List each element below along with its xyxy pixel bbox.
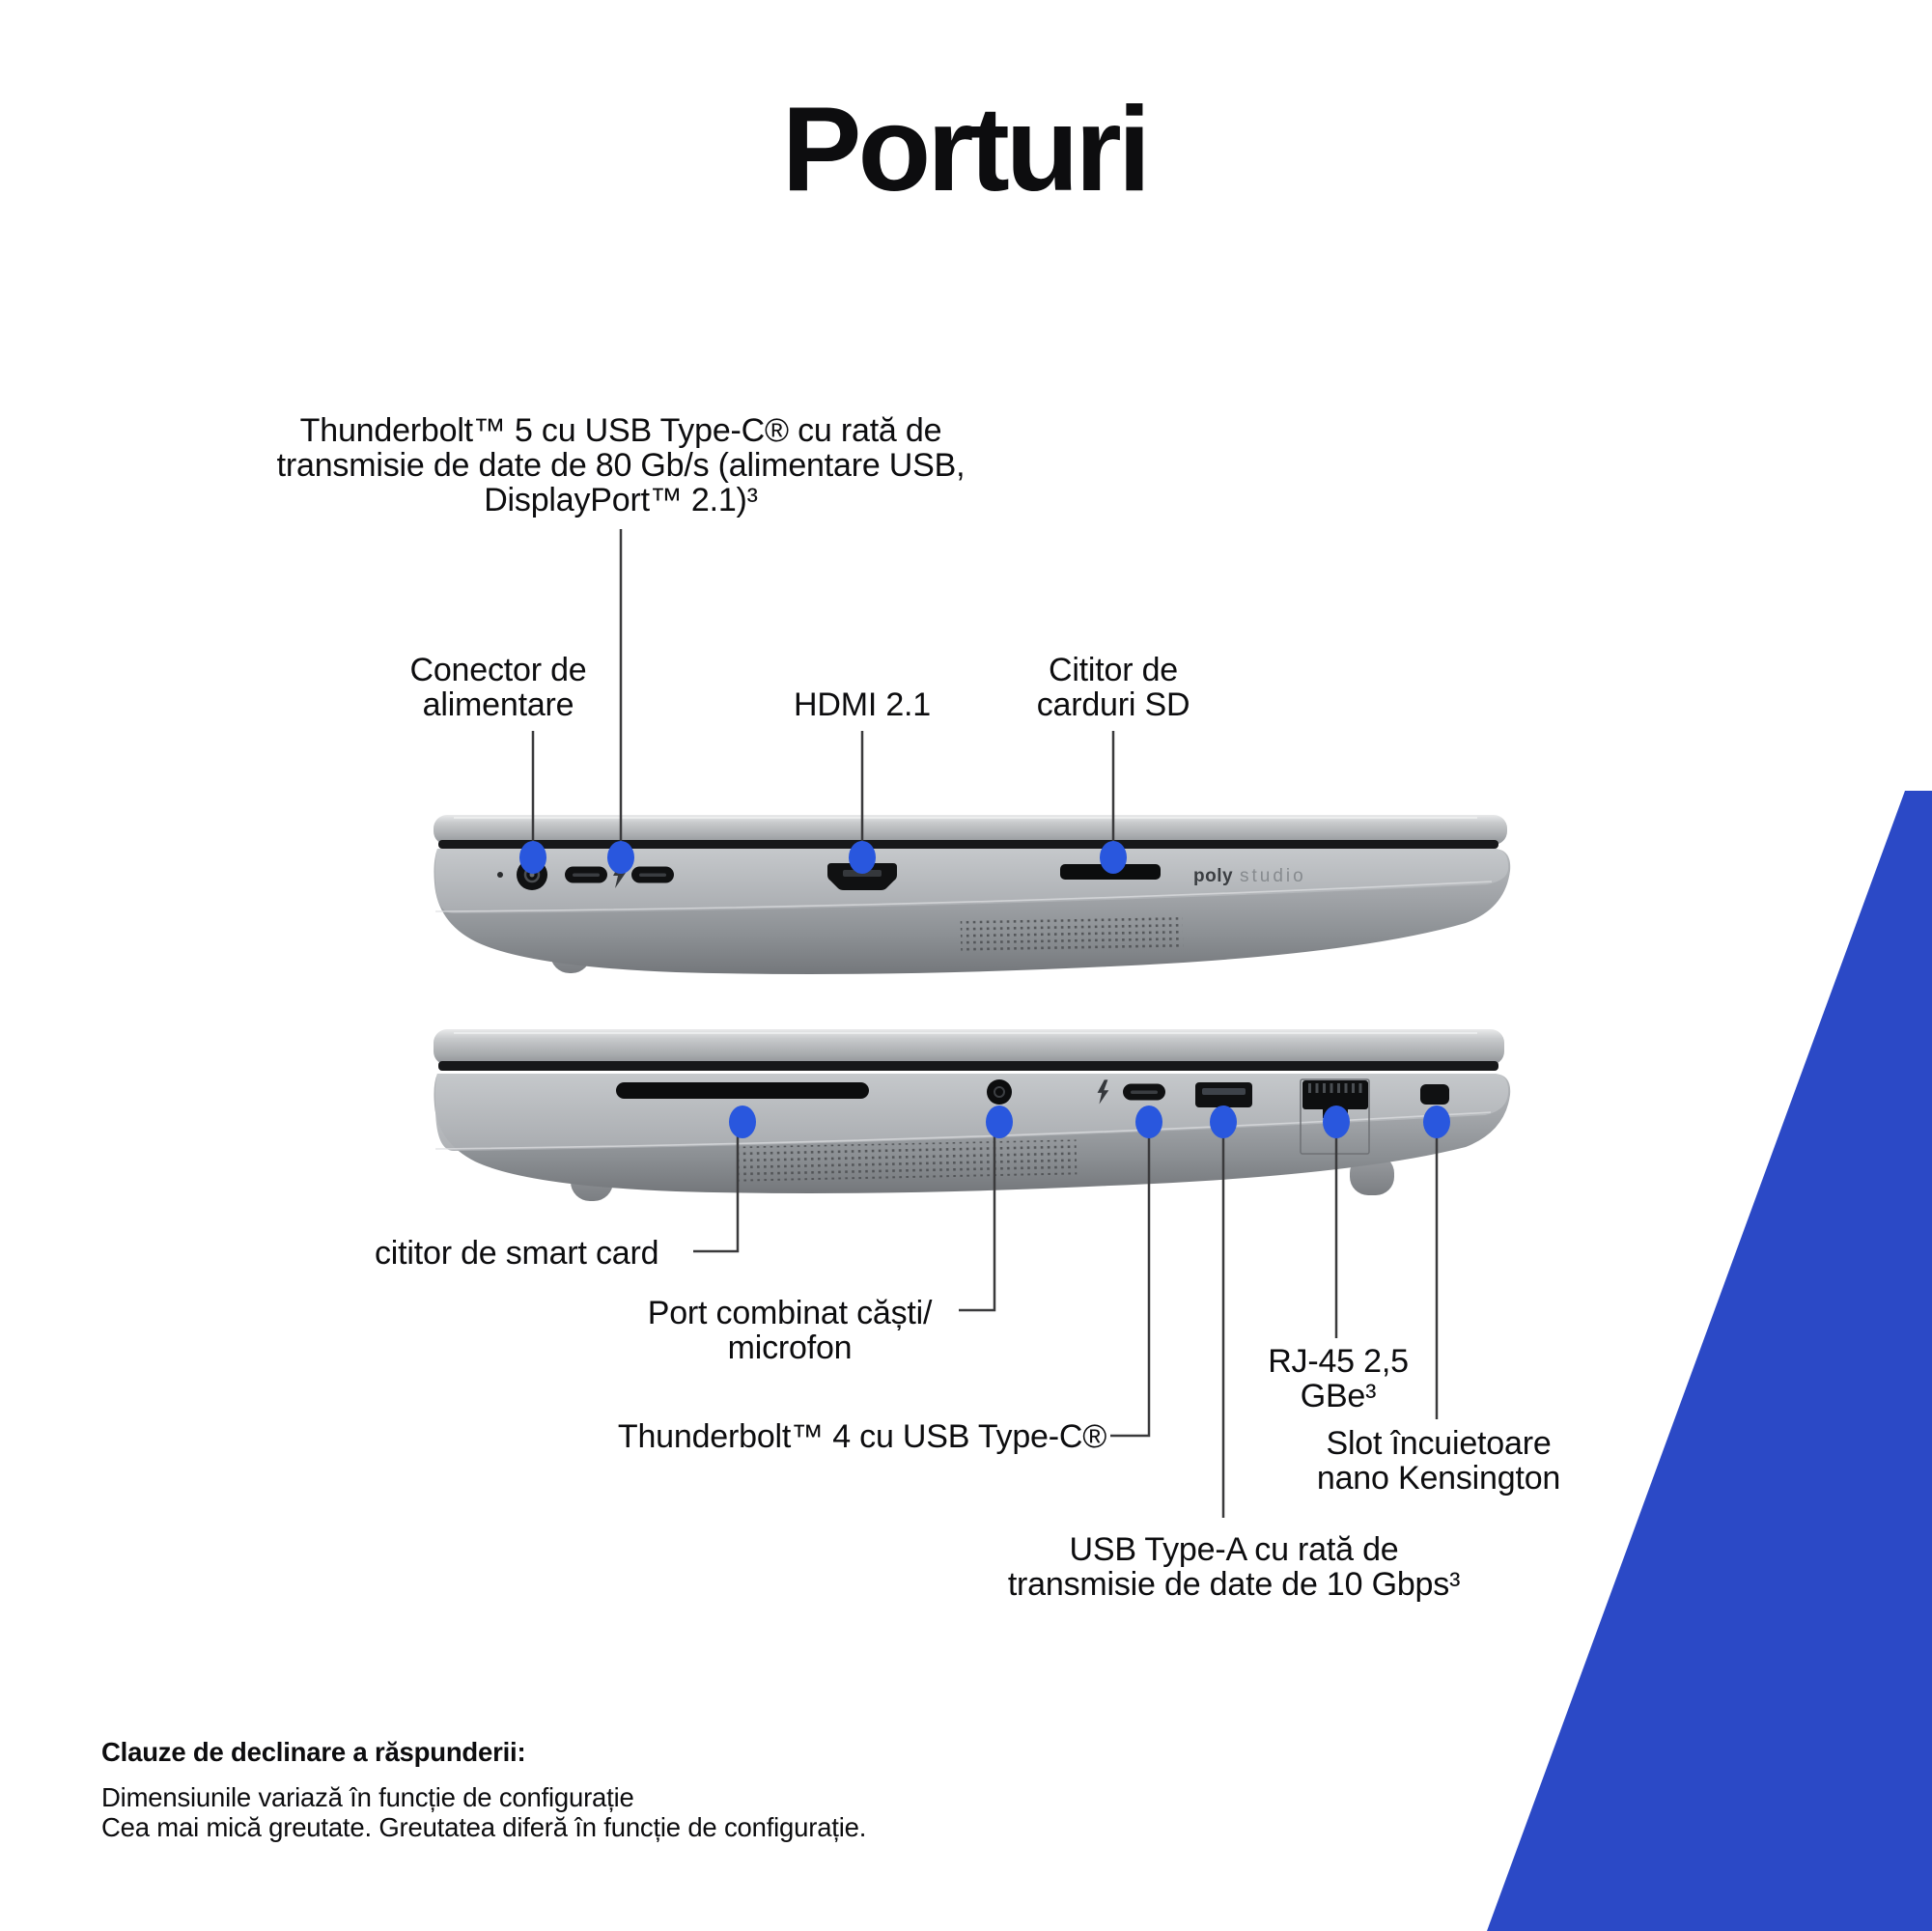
usb-c-port <box>1123 1084 1165 1101</box>
lid-highlight <box>454 1032 1477 1034</box>
callout-line: Port combinat căști/ <box>647 1295 933 1331</box>
callout-label-thunderbolt4 <box>618 1419 1106 1454</box>
callout-dot-hdmi <box>849 841 876 874</box>
callout-dot-thunderbolt5 <box>607 841 634 874</box>
callout-line: microfon <box>727 1329 853 1366</box>
callout-label-rj45 <box>1268 1344 1409 1413</box>
callout-line: DisplayPort™ 2.1)³ <box>484 482 758 518</box>
callout-line: Thunderbolt™ 5 cu USB Type-C® cu rată de <box>299 412 942 449</box>
disclaimer-line: Cea mai mică greutate. Greutatea diferă în funcție de configurație. <box>101 1812 867 1842</box>
callout-dot-smart-card <box>729 1105 756 1138</box>
callout-line: HDMI 2.1 <box>794 686 931 723</box>
usb-a-port <box>1195 1082 1252 1107</box>
page-title: Porturi <box>781 83 1148 216</box>
callout-line: Cititor de <box>1048 652 1179 688</box>
callout-label-hdmi <box>794 687 931 722</box>
callout-label-sd-reader <box>1037 653 1190 722</box>
callout-line: carduri SD <box>1036 686 1190 723</box>
brand-logo-studio: studio <box>1240 866 1306 886</box>
smart-card-slot <box>616 1082 869 1099</box>
callout-line: Conector de <box>409 652 587 688</box>
vent-grille <box>739 1139 1078 1181</box>
headphone-jack <box>987 1079 1012 1105</box>
callout-line: transmisie de date de 80 Gb/s (alimentare USB, <box>276 447 966 484</box>
callout-label-power-connector <box>409 653 586 722</box>
usb-c-port-1 <box>565 867 607 883</box>
callout-line: Thunderbolt™ 4 cu USB Type-C® <box>617 1418 1107 1455</box>
disclaimer-body <box>101 1782 866 1842</box>
callout-line: USB Type-A cu rată de <box>1069 1531 1399 1568</box>
usb-c-port-2 <box>631 867 674 883</box>
callout-dot-sd-reader <box>1100 841 1127 874</box>
callout-line: Slot încuietoare <box>1326 1425 1552 1462</box>
callout-dot-kensington <box>1423 1105 1450 1138</box>
callout-dot-usb-a <box>1210 1105 1237 1138</box>
callout-label-thunderbolt5 <box>277 413 966 518</box>
disclaimer-heading: Clauze de declinare a răspunderii: <box>101 1737 526 1767</box>
led-pinhole <box>497 872 503 878</box>
callout-line: cititor de smart card <box>375 1235 659 1272</box>
callout-label-usb-a <box>1008 1532 1460 1602</box>
vent-grille <box>961 917 1184 954</box>
callout-line: alimentare <box>422 686 574 723</box>
laptop-lid-edge <box>434 1029 1504 1065</box>
callout-label-kensington <box>1317 1426 1560 1496</box>
callout-line: RJ-45 2,5 <box>1268 1343 1409 1380</box>
kensington-lock-slot <box>1420 1084 1449 1105</box>
brand-logo-poly: poly <box>1193 866 1234 886</box>
callout-dot-combo-jack <box>986 1105 1013 1138</box>
lid-highlight <box>454 817 1477 819</box>
callout-dot-thunderbolt4 <box>1135 1105 1162 1138</box>
callout-label-combo-jack <box>648 1296 933 1365</box>
callout-line: transmisie de date de 10 Gbps³ <box>1007 1566 1461 1603</box>
blue-wedge-decoration <box>1487 791 1932 1931</box>
hinge-seam <box>438 840 1498 849</box>
disclaimer-line: Dimensiunile variază în funcție de configurație <box>101 1782 634 1812</box>
callout-line: GBe³ <box>1300 1378 1377 1414</box>
laptop-side-view-right <box>434 1029 1510 1201</box>
callout-dot-power-connector <box>519 841 546 874</box>
callout-label-smart-card <box>375 1236 658 1271</box>
callout-dot-rj45 <box>1323 1105 1350 1138</box>
callout-line: nano Kensington <box>1316 1460 1561 1497</box>
laptop-side-view-left <box>434 815 1510 974</box>
hinge-seam <box>438 1061 1498 1071</box>
